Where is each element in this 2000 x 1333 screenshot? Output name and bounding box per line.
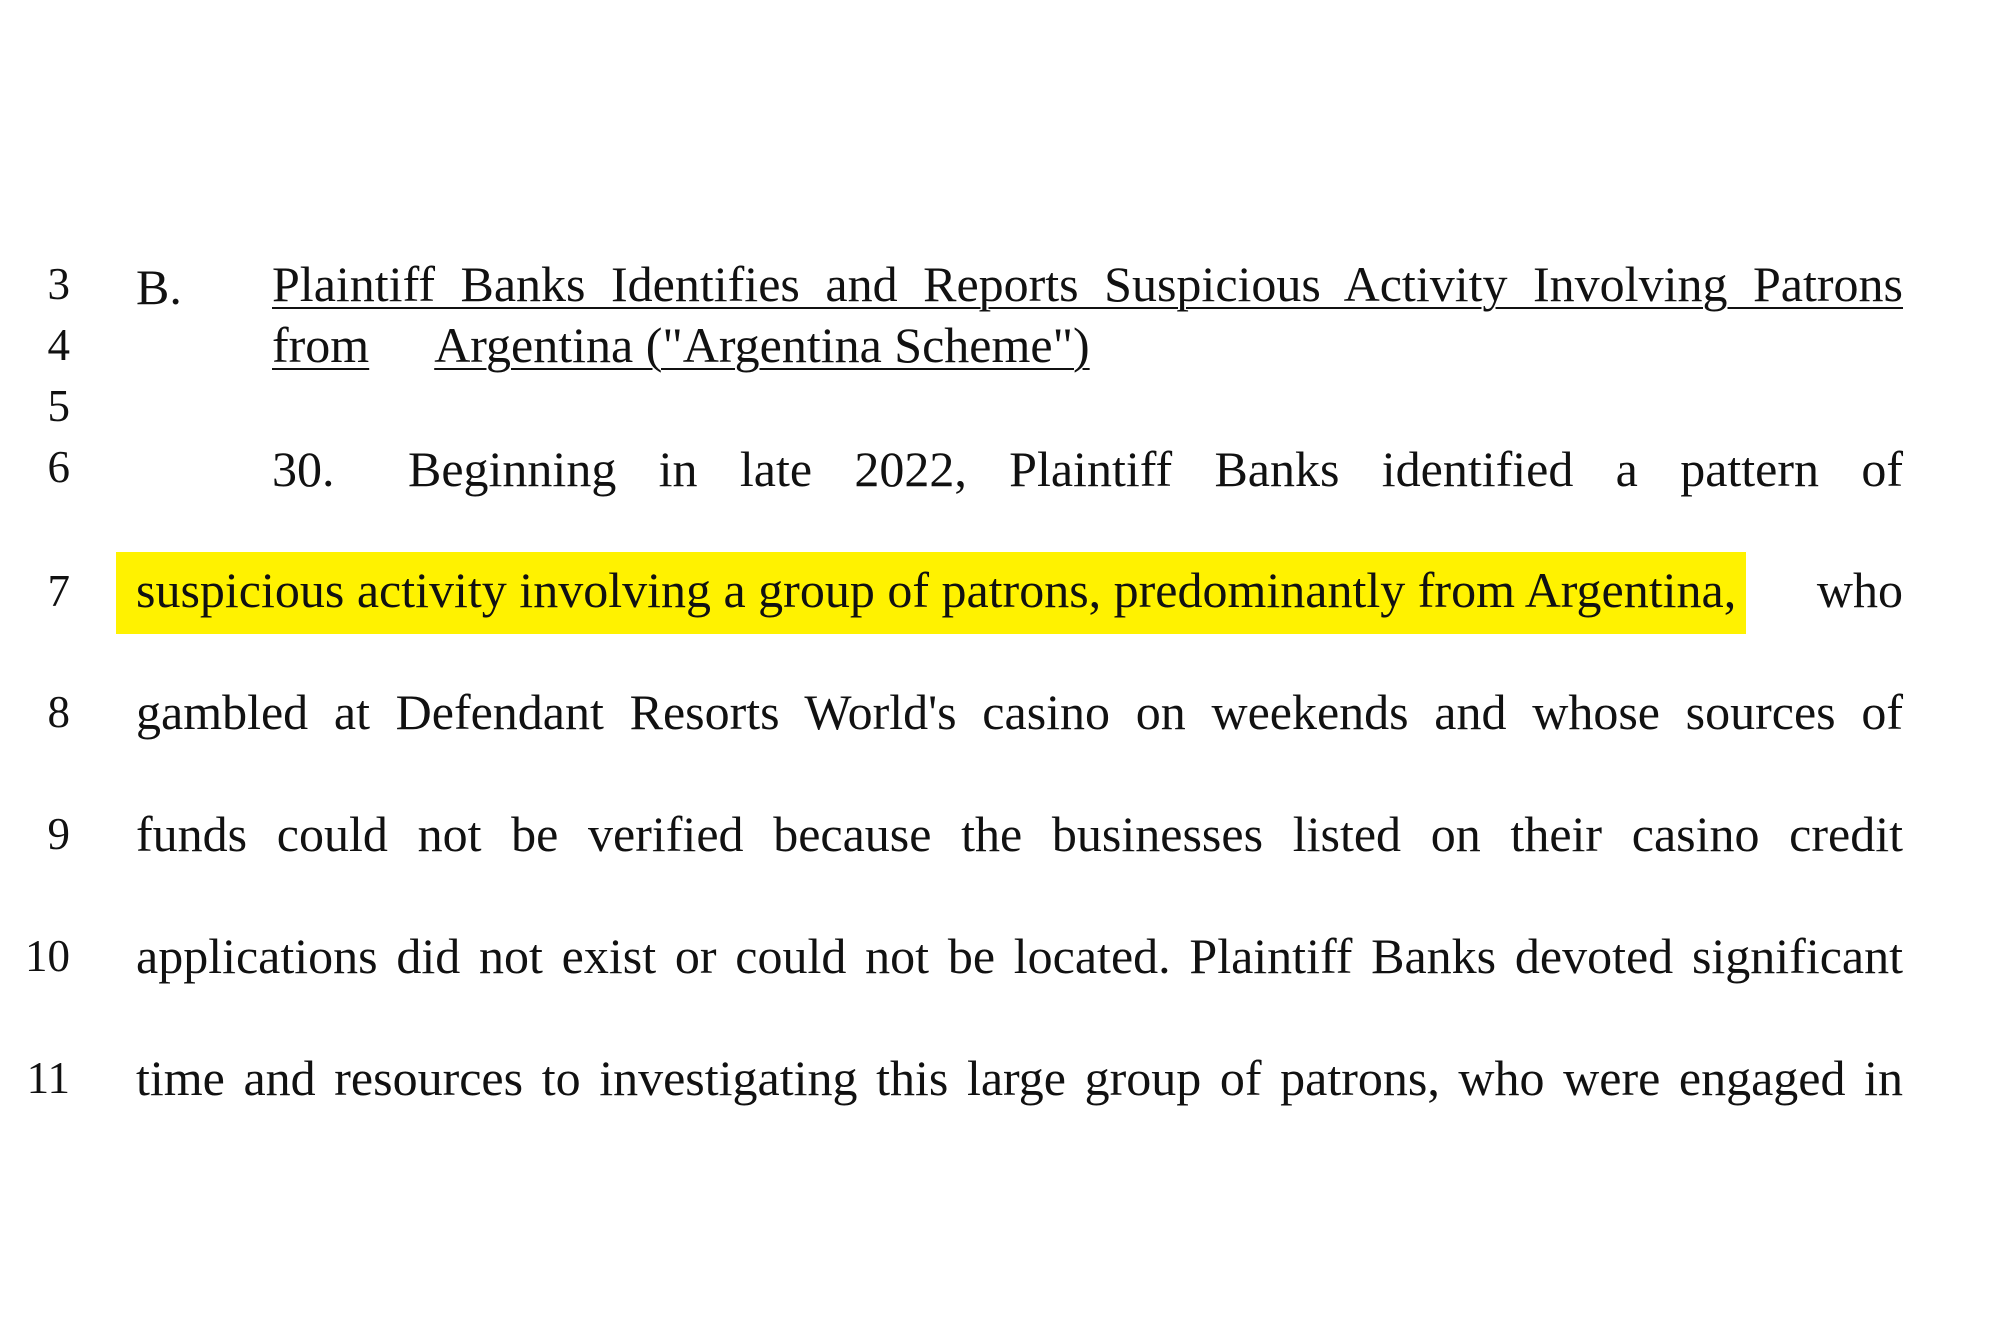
line-number-6: 6 — [47, 442, 70, 492]
paragraph-number: 30. — [272, 441, 335, 497]
line-number-8: 8 — [47, 687, 70, 737]
highlighted-text: suspicious activity involving a group of patrons, predominantly from Argentina, — [116, 552, 1746, 634]
paragraph-line-7-rest: who — [1816, 562, 1903, 618]
section-heading-line-1: Plaintiff Banks Identifies and Reports Suspicious Activity Involving Patrons — [272, 256, 1903, 312]
paragraph-line-6: Beginning in late 2022, Plaintiff Banks identified a pattern of — [408, 441, 1903, 497]
line-number-11: 11 — [26, 1053, 70, 1103]
line-number-9: 9 — [47, 809, 70, 859]
paragraph-line-8: gambled at Defendant Resorts World's casino on weekends and whose sources of — [136, 684, 1903, 740]
paragraph-line-9: funds could not be verified because the businesses listed on their casino credit — [136, 806, 1903, 862]
paragraph-line-11: time and resources to investigating this large group of patrons, who were engaged in — [136, 1050, 1903, 1106]
section-heading-line-2 — [272, 317, 1090, 373]
section-heading-word-from: from — [272, 317, 370, 373]
line-number-4: 4 — [47, 320, 70, 370]
line-number-7: 7 — [47, 566, 70, 616]
paragraph-line-7 — [136, 562, 1903, 618]
line-number-10: 10 — [25, 931, 70, 981]
line-number-5: 5 — [47, 381, 70, 431]
section-marker: B. — [136, 259, 182, 315]
line-number-3: 3 — [47, 259, 70, 309]
section-heading-argentina-scheme: Argentina ("Argentina Scheme") — [434, 317, 1090, 373]
paragraph-line-10: applications did not exist or could not be located. Plaintiff Banks devoted significant — [136, 928, 1903, 984]
